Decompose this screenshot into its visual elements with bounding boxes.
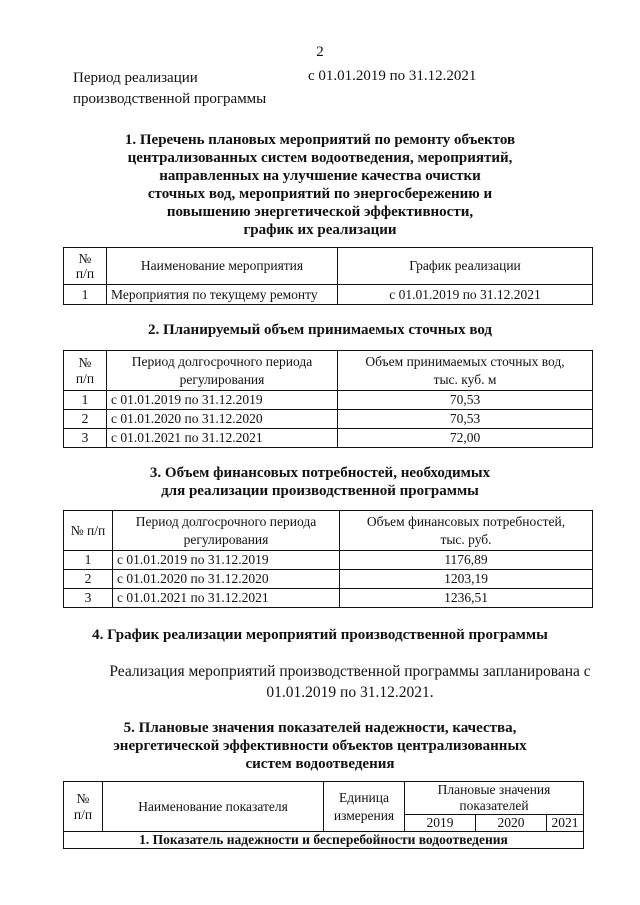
section4-text (60, 661, 640, 703)
section5-title (0, 719, 640, 773)
header-measure-name: Наименование мероприятия (107, 248, 338, 285)
row-period: с 01.01.2020 по 31.12.2020 (107, 410, 338, 429)
section5-title-line: 5. Плановые значения показателей надежности, качества, (123, 720, 517, 736)
row-period: с 01.01.2020 по 31.12.2020 (113, 570, 340, 589)
section3-title-line: для реализации производственной программы (161, 483, 479, 499)
row-period: с 01.01.2019 по 31.12.2019 (107, 391, 338, 410)
header-num: № п/п (64, 248, 107, 285)
section1-title (0, 131, 640, 239)
header-finance: Объем финансовых потребностей, тыс. руб. (340, 511, 593, 551)
table-row (64, 429, 593, 448)
table-header-row (64, 351, 593, 391)
header-year: 2020 (476, 815, 547, 832)
row-num: 2 (64, 570, 113, 589)
table-row (64, 391, 593, 410)
header-unit: Единица измерения (324, 782, 405, 832)
row-schedule: с 01.01.2019 по 31.12.2021 (338, 285, 593, 305)
header-year: 2019 (405, 815, 476, 832)
header-planned-values: Плановые значения показателей (405, 782, 584, 815)
header-volume: Объем принимаемых сточных вод, тыс. куб. м (338, 351, 593, 391)
table-header-row (64, 248, 593, 285)
section5-title-line: энергетической эффективности объектов централизованных (113, 738, 527, 754)
row-period: с 01.01.2021 по 31.12.2021 (113, 589, 340, 608)
header-period: Период долгосрочного периода регулирования (107, 351, 338, 391)
indicators-table (63, 781, 584, 849)
row-num: 1 (64, 391, 107, 410)
row-num: 3 (64, 429, 107, 448)
period-label-line2: производственной программы (73, 91, 267, 107)
section2-title: 2. Планируемый объем принимаемых сточных вод (147, 322, 493, 338)
row-num: 1 (64, 285, 107, 305)
section4-text-line2: 01.01.2019 по 31.12.2021. (266, 684, 434, 701)
table-row (64, 551, 593, 570)
row-finance: 1236,51 (340, 589, 593, 608)
section1-title-line: сточных вод, мероприятий по энергосбережению и (147, 186, 493, 202)
indicator-group-heading: 1. Показатель надежности и бесперебойности водоотведения (64, 832, 584, 849)
row-num: 3 (64, 589, 113, 608)
row-volume: 72,00 (338, 429, 593, 448)
section4-text-line1: Реализация мероприятий производственной программы запланирована с (109, 663, 591, 680)
header-schedule: График реализации (338, 248, 593, 285)
finance-table (63, 510, 593, 608)
section5-title-line: систем водоотведения (245, 756, 395, 772)
header-period: Период долгосрочного периода регулирования (113, 511, 340, 551)
table-row (64, 285, 593, 305)
section3-title (0, 464, 640, 500)
row-num: 1 (64, 551, 113, 570)
header-indicator-name: Наименование показателя (103, 782, 324, 832)
period-label (73, 68, 266, 110)
header-num: № п/п (64, 511, 113, 551)
table-row (64, 570, 593, 589)
section4-title: 4. График реализации мероприятий производственной программы (92, 627, 548, 643)
header-num: № п/п (64, 351, 107, 391)
row-finance: 1203,19 (340, 570, 593, 589)
section3-title-line: 3. Объем финансовых потребностей, необходимых (149, 465, 491, 481)
table-header-row (64, 782, 584, 815)
page-number: 2 (316, 44, 324, 60)
header-num: № п/п (64, 782, 103, 832)
period-label-line1: Период реализации (73, 70, 198, 86)
row-volume: 70,53 (338, 410, 593, 429)
row-volume: 70,53 (338, 391, 593, 410)
wastewater-volume-table (63, 350, 593, 448)
section1-title-line: 1. Перечень плановых мероприятий по ремонту объектов (124, 132, 516, 148)
table-row (64, 589, 593, 608)
table-row (64, 410, 593, 429)
row-measure-name: Мероприятия по текущему ремонту (107, 285, 338, 305)
row-num: 2 (64, 410, 107, 429)
row-period: с 01.01.2019 по 31.12.2019 (113, 551, 340, 570)
table-header-row (64, 511, 593, 551)
section1-title-line: направленных на улучшение качества очистки (159, 168, 481, 184)
period-value: с 01.01.2019 по 31.12.2021 (308, 68, 477, 84)
row-finance: 1176,89 (340, 551, 593, 570)
row-period: с 01.01.2021 по 31.12.2021 (107, 429, 338, 448)
header-year: 2021 (547, 815, 584, 832)
section1-title-line: централизованных систем водоотведения, мероприятий, (127, 150, 513, 166)
table-subheading-row (64, 832, 584, 849)
measures-table (63, 247, 593, 305)
section1-title-line: повышению энергетической эффективности, (166, 204, 474, 220)
section1-title-line: график их реализации (243, 222, 397, 238)
